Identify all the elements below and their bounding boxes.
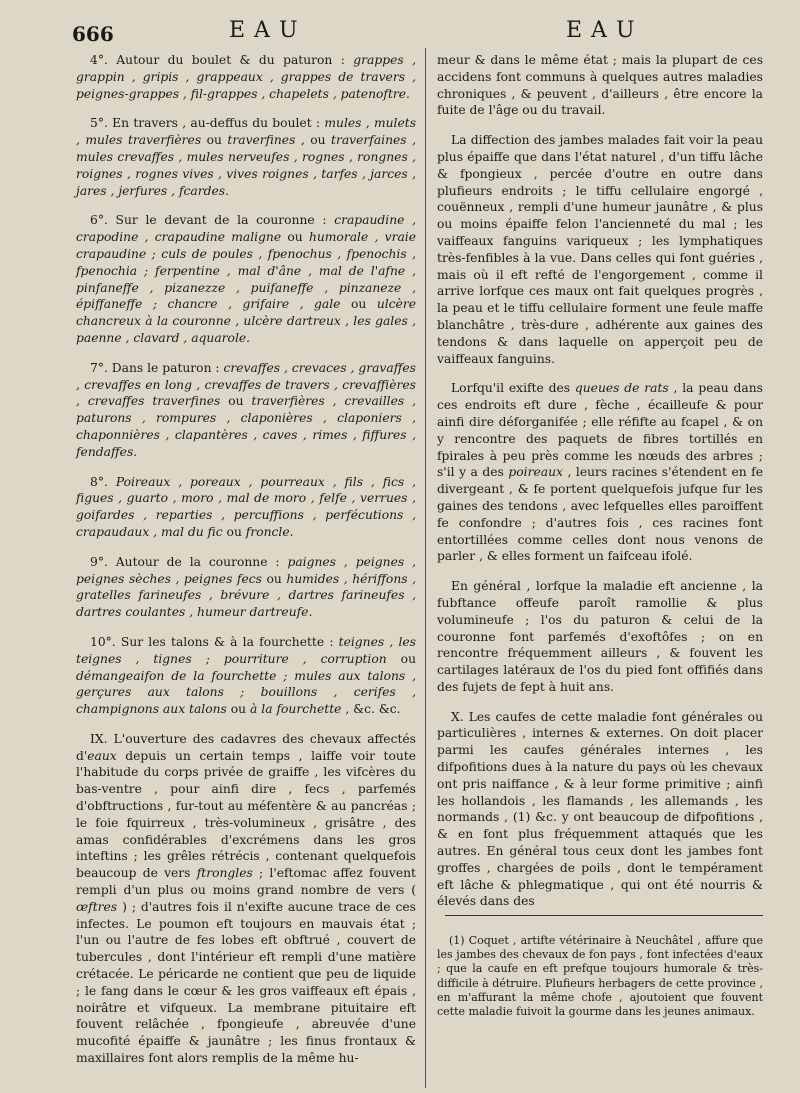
italic-text: œftres — [76, 899, 118, 914]
italic-text: ftrongles — [196, 866, 253, 881]
text-run: ou — [226, 702, 251, 717]
italic-text: démangeaifon de la fourchette ; mules aux talons , gerçures aux talons ; bouillons , cerifes , champignons aux talons — [76, 668, 416, 717]
column-divider — [425, 48, 426, 1088]
italic-text: Poireaux , poreaux , pourreaux , fils , fics , figues , guarto , moro , mal de moro , felfe , verrues , goifardes , reparties , percuffions , perfécutions , crapaudaux , mal du fic — [76, 474, 416, 539]
italic-text: poireaux — [508, 465, 563, 480]
running-title-left: EAU — [229, 18, 307, 43]
italic-text: ulcère chancreux à la couronne , ulcère dartreux , les gales , paenne , clavard , aquarole. — [76, 297, 416, 345]
italic-text: queues de rats — [574, 381, 669, 396]
text-run: La diffection des jambes malades fait voir la peau plus épaiffe que dans l'état naturel , d'un tiffu lâche & fpongieux , percée d'outre en outre dans plufieurs endroits ; le tiffu cellulaire engorgé , couënneux , rempli d'une humeur jaunâtre , & plus ou moins épaiffe felon l'ancienneté du mal ; les vaiffeaux fanguins variqueux ; les lymphatiques très-fenfibles à la vue. Dans celles qui font guéries , mais où il eft refté de l'engorgement , comme il arrive lorfque ces maux ont fait quelques progrès , la peau et le tiffu cellulaire forment une feule maffe blanchâtre , très-dure , adhérente aux gaines des tendons & dans laquelle on apperçoit peu de vaiffeaux fanguins. — [437, 133, 763, 366]
text-run: 10°. Sur les talons & à la fourchette : — [90, 634, 339, 649]
text-run: ) ; d'autres fois il n'exifte aucune trace de ces infectes. Le poumon eft toujours en mauvais état ; l'un ou l'autre de fes lobes eft obftrué , couvert de tubercules , dont l'intérieur eft rempli d'une matière crétacée. Le péricarde ne contient que peu de liquide ; le fang dans le cœur & les gros vaiffeaux eft épais , noirâtre et vifqueux. La membrane pituitaire eft fouvent relâchée , fpongieufe , abreuvée d'une mucofité épaiffe & jaunâtre ; les finus frontaux & maxillaires font alors remplis de la même hu- — [76, 899, 416, 1066]
text-run: ; que la caufe en eft prefque toujours humorale & très-difficile à détruire. Plufieurs herbagers de cette province , en m'affurant la même chofe , ajoutoient que fouvent cette maladie fuivoit la — [437, 962, 763, 1019]
text-run: ou — [340, 297, 377, 312]
italic-text: paignes , peignes , peignes sèches , peignes fecs — [76, 554, 416, 586]
paragraph — [437, 578, 763, 696]
text-run: , ou — [295, 133, 332, 148]
text-run: ou — [201, 133, 228, 148]
text-run: ou — [222, 524, 246, 539]
italic-text: mules , mulets , mules traverfières — [76, 116, 417, 148]
italic-text: crapaudine , crapodine , crapaudine maligne — [76, 213, 416, 245]
right-column — [437, 52, 763, 923]
text-run: , &c. &c. — [341, 702, 401, 717]
text-run: 4°. Autour du boulet & du paturon : — [90, 53, 354, 67]
text-run: ou — [281, 230, 309, 245]
paragraph — [76, 52, 416, 102]
italic-text: traverfines — [227, 133, 296, 148]
text-run: 6°. Sur le devant de la couronne : — [90, 213, 335, 228]
italic-text: gourme — [568, 1005, 612, 1019]
text-run: ou — [220, 394, 252, 409]
text-run: depuis un certain temps , laiffe voir toute l'habitude du corps privée de graiffe , les vifcères du bas-ventre , pour ainfi dire , fecs , parfemés d'obftructions , fur-tout au méfentère & au pancréas ; le foie fquirreux , très-volumineux , grisâtre , des amas confidérables d'excrémens dans les gros inteftins ; les grêles rétrécis , contenant quelquefois beaucoup de vers — [76, 748, 416, 881]
text-run: dans les jeunes animaux. — [611, 1005, 755, 1019]
italic-text: teignes , les teignes , tignes ; pourriture , corruption — [76, 634, 416, 666]
italic-text: eaux — [736, 948, 763, 962]
paragraph — [76, 474, 416, 541]
italic-text: humorale , vraie crapaudine ; culs de poules , fpenochus , fpenochis , fpenochia ; ferpentine , mal d'âne , mal de l'afne , pinfaneffe , pizanezze , puifaneffe , pinzaneze , épiffaneffe ; chancre , grifaire , gale — [76, 230, 417, 312]
paragraph — [76, 731, 416, 1067]
text-run: 8°. — [90, 474, 116, 489]
paragraph — [437, 132, 763, 367]
paragraph — [437, 52, 763, 119]
footnote-separator — [445, 915, 763, 916]
text-run: (1) Coquet , artifte vétérinaire à Neuchâtel , affure que les jambes des chevaux de fon pays , font infectées d' — [437, 934, 763, 962]
text-run: En général , lorfque la maladie eft ancienne , la fubftance offeufe paroît ramollie & plus volumineufe ; l'os du paturon & celui de la couronne font parfemés d'exoftôfes ; on en rencontre fréquemment ailleurs , & fouvent les cartilages latéraux de l'os du pied font offifiés dans des fujets de fept à huit ans. — [437, 579, 763, 694]
paragraph — [76, 360, 416, 461]
paragraph — [76, 634, 416, 718]
running-header — [0, 18, 800, 48]
italic-text: grappes , grappin , gripis , grappeaux , grappes de travers , peignes-grappes , fil-grappes , chapelets , patenoftre. — [76, 53, 416, 101]
text-run: , leurs racines s'étendent en fe divergeant , & fe portent quelquefois jufque fur les gaines des tendons , avec lefquelles elles paroiffent fe confondre ; d'autres fois , ces racines font entortillées comme celles dont nous venons de parler , & elles forment un faifceau ifolé. — [437, 465, 763, 564]
page-number: 666 — [72, 22, 114, 46]
left-column — [76, 52, 416, 1080]
italic-text: humides , hériffons , gratelles farineufes , brévure , dartres farineufes , dartres coulantes , humeur dartreufe. — [76, 571, 416, 620]
text-run: IX. L'ouverture des cadavres des chevaux affectés d' — [76, 731, 416, 763]
paragraph — [437, 709, 763, 911]
text-run: 7°. Dans le paturon : — [90, 360, 224, 375]
text-run: , la peau dans ces endroits eft dure , fèche , écailleufe & pour ainfi dire déforganifée ; elle réfifte au fcapel , & on y rencontre des paquets de fibres tortillés en fpirales à peu près comme les nœuds des arbres ; s'il y a des — [437, 381, 763, 480]
italic-text: eaux — [87, 748, 117, 763]
italic-text: crevaffes , crevaces , gravaffes , crevaffes en long , crevaffes de travers , crevaffières , crevaffes traverfines — [76, 360, 416, 409]
text-run: X. Les caufes de cette maladie font générales ou particulières , internes & externes. On doit placer parmi les caufes générales internes , les difpofitions dues à la nature du pays où les chevaux ont pris naiffance , & à leur forme primitive ; ainfi les hollandois , les flamands , les allemands , les normands , (1) &c. y ont beaucoup de difpofitions , & en font plus fréquemment attaqués que les autres. En général tous ceux dont les jambes font groffes , chargées de poils , dont le tempérament eft lâche & phlegmatique , qui ont été nourris & élevés dans des — [437, 709, 763, 909]
text-run: 9°. Autour de la couronne : — [90, 554, 288, 569]
italic-text: à la fourchette — [250, 702, 342, 717]
text-run: ; l'eftomac affez fouvent rempli d'un plus ou moins grand nombre de vers ( — [76, 866, 416, 898]
footnote — [437, 934, 763, 1019]
text-run: 5°. En travers , au-deffus du boulet : — [90, 116, 325, 131]
text-run: Lorfqu'il exifte des — [451, 381, 575, 396]
paragraph — [76, 554, 416, 621]
text-run: ou — [261, 571, 287, 586]
text-run: meur & dans le même état ; mais la plupart de ces accidens font communs à quelques autres maladies chroniques , & peuvent , d'ailleurs , être encore la fuite de l'âge ou du travail. — [437, 53, 763, 118]
paragraph — [76, 212, 416, 346]
italic-text: traverfières , crevailles , paturons , rompures , claponières , claponiers , chaponnières , clapantères , caves , rimes , fiffures , fendaffes. — [76, 394, 416, 459]
italic-text: froncle. — [245, 524, 294, 539]
text-run: ou — [386, 651, 416, 666]
italic-text: traverfaines , mules crevaffes , mules nerveufes , rognes , rongnes , roignes , rognes vives , vives roignes , tarfes , jarces , jares , jerfures , fcardes. — [76, 133, 416, 198]
paragraph — [437, 380, 763, 565]
paragraph — [76, 115, 416, 199]
running-title-right: EAU — [566, 18, 644, 43]
